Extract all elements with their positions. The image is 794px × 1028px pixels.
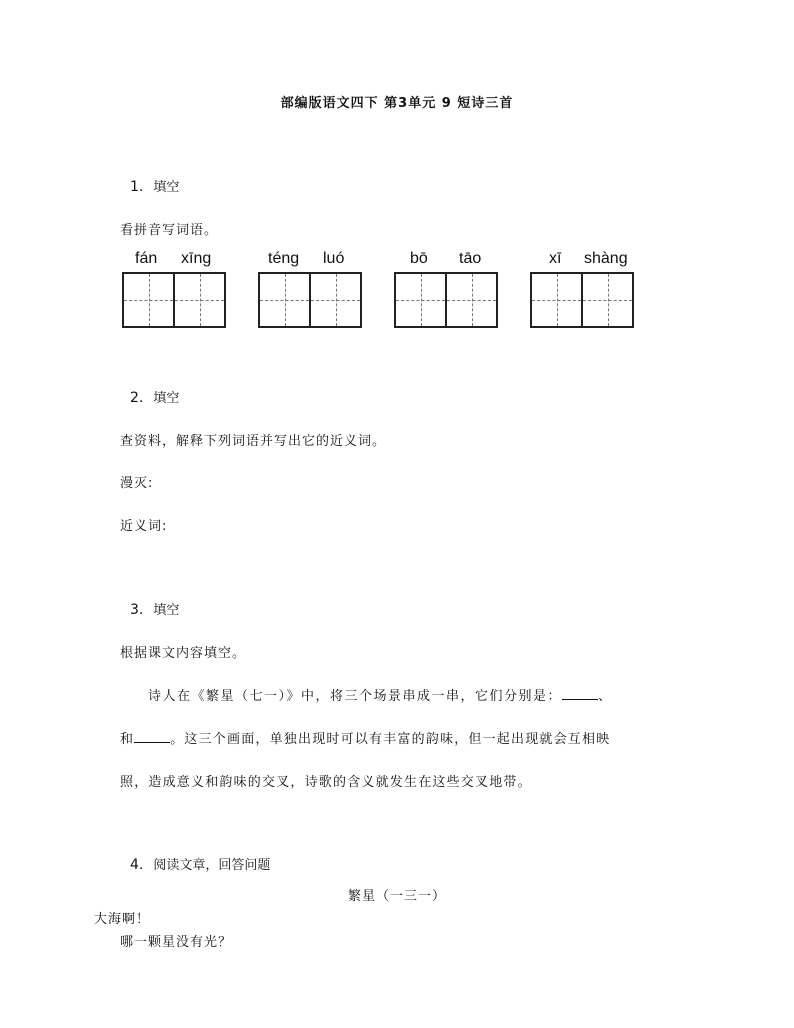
fill-line-2 — [120, 728, 610, 747]
writing-cell[interactable] — [173, 274, 224, 326]
answer-blank[interactable] — [562, 687, 598, 700]
question-3-header — [130, 599, 179, 618]
pinyin-label: tāo — [459, 250, 482, 267]
writing-cell[interactable] — [309, 274, 360, 326]
pinyin-label: téng — [268, 250, 300, 267]
question-type: 填空 — [153, 391, 180, 406]
writing-cell[interactable] — [581, 274, 632, 326]
pinyin-label: shàng — [584, 250, 628, 267]
question-2-header — [130, 387, 179, 406]
synonym-label: 近义词: — [120, 519, 168, 534]
writing-cell[interactable] — [532, 274, 581, 326]
answer-grid[interactable] — [530, 272, 634, 328]
writing-cell[interactable] — [445, 274, 496, 326]
pinyin-label: bō — [410, 250, 428, 267]
question-type: 填空 — [153, 180, 180, 195]
sentence-text: 诗人在《繁星（七一）》中，将三个场景串成一串，它们分别是： — [148, 689, 563, 704]
answer-grid[interactable] — [394, 272, 498, 328]
page-title: 部编版语文四下 第3单元 9 短诗三首 — [280, 96, 514, 111]
question-number: 3. — [130, 602, 144, 618]
poem-line: 大海啊！ — [94, 912, 151, 927]
question-number: 4. — [130, 857, 144, 873]
question-3-instruction: 根据课文内容填空。 — [120, 646, 247, 661]
fill-line-3: 照，造成意义和韵味的交叉，诗歌的含义就发生在这些交叉地带。 — [120, 775, 532, 790]
question-number: 2. — [130, 390, 144, 406]
writing-cell[interactable] — [260, 274, 309, 326]
poem-title: 繁星（一三一） — [347, 889, 446, 904]
writing-cell[interactable] — [124, 274, 173, 326]
question-1-instruction: 看拼音写词语。 — [120, 223, 219, 238]
question-1-header — [130, 176, 179, 195]
pinyin-label: xīng — [181, 250, 212, 267]
sentence-text: 和 — [120, 732, 135, 747]
sentence-text: 。这三个画面，单独出现时可以有丰富的韵味，但一起出现就会互相映 — [170, 732, 611, 747]
answer-blank[interactable] — [134, 730, 170, 743]
word-label: 漫灭: — [120, 476, 154, 491]
answer-grid[interactable] — [258, 272, 362, 328]
poem-line: 哪一颗星没有光？ — [120, 935, 233, 950]
question-type: 填空 — [153, 603, 180, 618]
question-number: 1. — [130, 179, 144, 195]
question-4-header — [130, 854, 270, 873]
sentence-text: 、 — [598, 689, 613, 704]
pinyin-label: xī — [549, 250, 562, 267]
question-2-instruction: 查资料，解释下列词语并写出它的近义词。 — [120, 434, 387, 449]
fill-line-1 — [148, 685, 613, 704]
question-type: 阅读文章，回答问题 — [153, 858, 271, 873]
pinyin-label: fán — [135, 250, 158, 267]
answer-grid[interactable] — [122, 272, 226, 328]
pinyin-label: luó — [323, 250, 345, 267]
writing-cell[interactable] — [396, 274, 445, 326]
